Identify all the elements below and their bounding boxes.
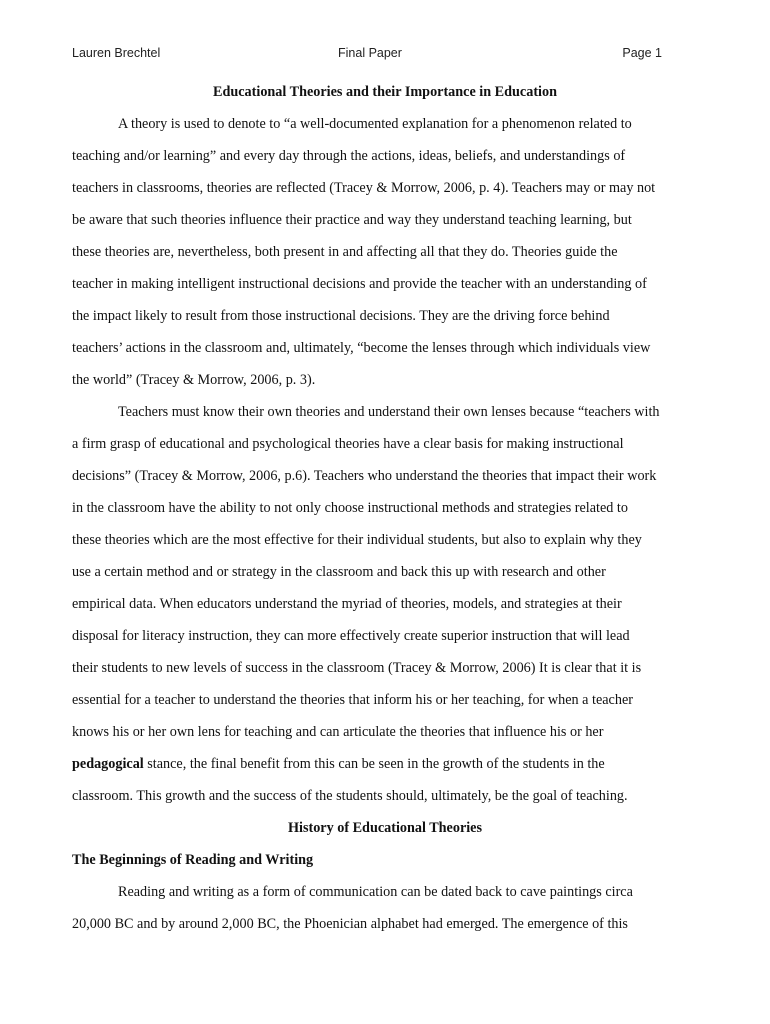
paragraph-line: knows his or her own lens for teaching and can articulate the theories that influence his or her: [72, 724, 604, 740]
paragraph-line: classroom. This growth and the success of the students should, ultimately, be the goal of teaching.: [72, 788, 628, 804]
paragraph-line: the impact likely to result from those instructional decisions. They are the driving force behind: [72, 308, 610, 324]
document-title: Educational Theories and their Importance in Education: [213, 84, 557, 100]
paragraph-line-continuation: stance, the final benefit from this can be seen in the growth of the students in the: [143, 756, 605, 772]
paragraph-line: teaching and/or learning” and every day through the actions, ideas, beliefs, and understandings of: [72, 148, 626, 164]
header-page-number: Page 1: [622, 46, 662, 60]
paragraph-line: use a certain method and or strategy in the classroom and back this up with research and other: [72, 564, 606, 580]
paragraph-line: their students to new levels of success in the classroom (Tracey & Morrow, 2006) It is clear that it is: [72, 660, 642, 676]
paragraph-line: decisions” (Tracey & Morrow, 2006, p.6). Teachers who understand the theories that impact their work: [72, 468, 657, 484]
paragraph-line: essential for a teacher to understand the theories that inform his or her teaching, for when a teacher: [72, 692, 633, 708]
paragraph-line: [72, 755, 702, 773]
paragraph-line: the world” (Tracey & Morrow, 2006, p. 3).: [72, 372, 316, 388]
paragraph-line: empirical data. When educators understand the myriad of theories, models, and strategies at their: [72, 596, 622, 612]
paragraph-line: teacher in making intelligent instructional decisions and provide the teacher with an understanding of: [72, 276, 647, 292]
header-author: Lauren Brechtel: [72, 46, 161, 60]
paragraph-line: Reading and writing as a form of communication can be dated back to cave paintings circa: [118, 884, 633, 900]
paragraph-line: be aware that such theories influence their practice and way they understand teaching learning, but: [72, 212, 632, 228]
paragraph-line: in the classroom have the ability to not only choose instructional methods and strategies related to: [72, 500, 628, 516]
section-heading: History of Educational Theories: [287, 820, 483, 836]
paragraph-line: A theory is used to denote to “a well-documented explanation for a phenomenon related to: [118, 116, 632, 132]
header-label: Final Paper: [338, 46, 402, 60]
paragraph-line: teachers’ actions in the classroom and, ultimately, “become the lenses through which individuals view: [72, 340, 651, 356]
subheading: The Beginnings of Reading and Writing: [72, 852, 314, 868]
paragraph-line: teachers in classrooms, theories are reflected (Tracey & Morrow, 2006, p. 4). Teachers may or may not: [72, 180, 656, 196]
bold-term: pedagogical: [72, 756, 144, 772]
paragraph-line: 20,000 BC and by around 2,000 BC, the Phoenician alphabet had emerged. The emergence of this: [72, 916, 628, 932]
paragraph-line: these theories which are the most effective for their individual students, but also to explain why they: [72, 532, 642, 548]
paragraph-line: disposal for literacy instruction, they can more effectively create superior instruction that will lead: [72, 628, 630, 644]
paragraph-line: a firm grasp of educational and psychological theories have a clear basis for making instructional: [72, 436, 624, 452]
paragraph-line: these theories are, nevertheless, both present in and affecting all that they do. Theories guide the: [72, 244, 618, 260]
paragraph-line: Teachers must know their own theories and understand their own lenses because “teachers with: [118, 404, 660, 420]
